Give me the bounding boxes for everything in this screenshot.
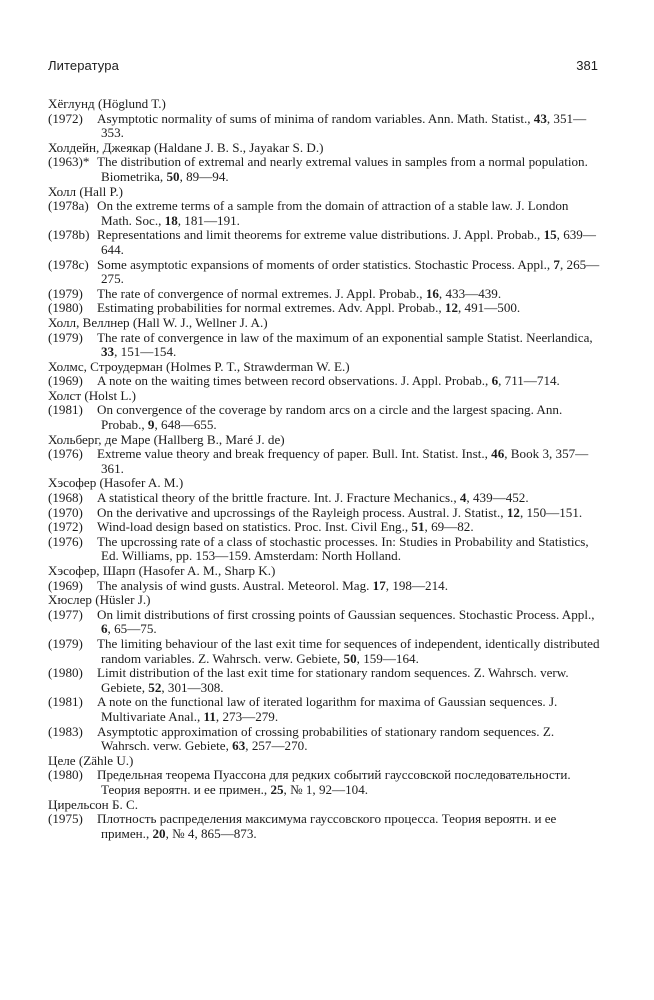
author-heading: Хэсофер (Hasofer A. M.) [48,475,184,491]
author-heading: Хольберг, де Маре (Hallberg B., Maré J. de) [48,431,285,447]
reference-entry [48,535,601,564]
reference-year: (1980) [48,300,83,316]
reference-entry [48,287,601,302]
reference-volume: 50 [166,168,180,184]
reference-pages: , Book 3, 357—361. [101,446,589,476]
reference-text: Asymptotic normality of sums of minima of random variables. Ann. Math. Statist., [97,110,534,126]
reference-volume: 9 [147,417,155,433]
reference-text: Limit distribution of the last exit time for stationary random sequences. Z. Wahrsch. verw. Gebiete, [97,665,569,695]
reference-year: (1968) [48,490,83,506]
reference-volume: 12 [444,300,458,316]
reference-volume: 16 [425,285,439,301]
page-number: 381 [576,58,598,73]
running-head: Литература [48,58,119,73]
reference-pages: , 301—308. [161,679,224,695]
reference-pages: , 273—279. [215,708,279,724]
reference-year: (1970) [48,504,83,520]
reference-year: (1972) [48,110,83,126]
reference-year: (1981) [48,694,83,710]
reference-text: The limiting behaviour of the last exit time for sequences of independent, identically distributed random variables. Z. Wahrsch. verw. Gebiete, [97,635,600,666]
reference-entry [48,608,601,637]
author-heading: Холмс, Строудерман (Holmes P. T., Strawderman W. E.) [48,358,350,374]
reference-text: Предельная теорема Пуассона для редких событий гауссовской последовательности. Теория вероятн. и ее примен., [97,767,571,797]
reference-text: On the extreme terms of a sample from the domain of attraction of a stable law. J. London Math. Soc., [97,198,569,228]
reference-entry [48,725,601,754]
reference-text: The distribution of extremal and nearly extremal values in samples from a normal population. Biometrika, [97,154,588,184]
reference-text: On convergence of the coverage by random arcs on a circle and the largest spacing. Ann. Probab., [97,402,563,433]
page-header [48,58,598,78]
reference-volume: 52 [148,679,162,695]
reference-year: (1980) [48,767,83,783]
reference-text: The upcrossing rate of a class of stochastic processes. In: Studies in Probability and Statistics, Ed. Williams, pp. 153—159. Amsterdam: North Holland. [97,533,589,564]
reference-pages: , 198—214. [385,577,448,593]
reference-text: Some asymptotic expansions of moments of order statistics. Stochastic Process. Appl., [97,256,554,272]
reference-pages: , 351—353. [101,110,587,141]
reference-volume: 18 [164,212,178,228]
reference-volume: 6 [101,621,108,637]
reference-pages: , № 4, 865—873. [165,825,257,841]
reference-pages: , 89—94. [179,168,229,184]
reference-volume: 51 [411,519,425,535]
reference-volume: 11 [203,708,216,724]
reference-volume: 43 [533,110,547,126]
reference-volume: 46 [491,446,505,462]
reference-pages: , 69—82. [424,519,474,535]
reference-year: (1978c) [48,256,89,272]
author-heading: Холл, Веллнер (Hall W. J., Wellner J. A.) [48,314,268,330]
reference-text: A statistical theory of the brittle fracture. Int. J. Fracture Mechanics., [97,490,460,506]
reference-pages: , 181—191. [177,212,240,228]
reference-entry [48,637,601,666]
reference-pages: , 491—500. [458,300,521,316]
reference-volume: 12 [506,504,520,520]
author-heading: Холст (Holst L.) [48,387,136,403]
author-heading: Холдейн, Джеякар (Haldane J. B. S., Jayakar S. D.) [48,139,324,155]
reference-pages: , 439—452. [466,490,529,506]
reference-year: (1978b) [48,227,90,243]
author-heading: Хэсофер, Шарп (Hasofer A. M., Sharp K.) [48,563,276,578]
reference-volume: 17 [372,577,386,593]
reference-pages: , 257—270. [245,738,308,754]
reference-pages: , 433—439. [438,285,502,301]
reference-entry [48,374,601,389]
reference-entry [48,447,601,476]
reference-entry [48,695,601,724]
reference-entry [48,155,601,184]
reference-year: (1969) [48,373,83,389]
author-heading: Хёглунд (Höglund T.) [48,96,166,111]
reference-text: Estimating probabilities for normal extremes. Adv. Appl. Probab., [97,300,445,316]
author-heading: Целе (Zähle U.) [48,752,134,768]
reference-pages: , 150—151. [519,504,583,520]
reference-list [48,97,601,841]
reference-year: (1972) [48,519,83,535]
reference-pages: , 65—75. [107,621,157,637]
reference-text: Плотность распределения максимума гауссовского процесса. Теория вероятн. и ее примен., [97,811,557,841]
reference-entry [48,112,601,141]
reference-entry [48,331,601,360]
reference-pages: , 151—154. [114,344,177,360]
reference-year: (1975) [48,811,83,827]
reference-text: Asymptotic approximation of crossing probabilities of stationary random sequences. Z. Wahrsch. verw. Gebiete, [97,723,555,754]
reference-year: (1981) [48,402,83,418]
reference-text: On the derivative and upcrossings of the Rayleigh process. Austral. J. Statist., [97,504,507,520]
reference-volume: 7 [553,256,560,272]
reference-volume: 63 [232,738,246,754]
reference-entry [48,491,601,506]
reference-volume: 15 [543,227,557,243]
reference-entry [48,301,601,316]
reference-pages: , 159—164. [356,650,419,666]
reference-year: (1969) [48,577,83,593]
reference-entry [48,258,601,287]
reference-volume: 20 [152,825,166,841]
reference-text: On limit distributions of first crossing points of Gaussian sequences. Stochastic Process. Appl., [97,606,595,622]
reference-pages: , 648—655. [154,417,217,433]
reference-text: The rate of convergence of normal extremes. J. Appl. Probab., [97,285,426,301]
reference-pages: , № 1, 92—104. [283,781,369,797]
reference-volume: 4 [459,490,467,506]
reference-volume: 33 [101,344,115,360]
reference-year: (1976) [48,446,83,462]
reference-volume: 50 [343,650,357,666]
reference-year: (1977) [48,606,83,622]
reference-volume: 6 [491,373,499,389]
reference-entry [48,199,601,228]
reference-entry [48,403,601,432]
reference-entry [48,520,601,535]
reference-entry [48,768,601,797]
reference-entry [48,506,601,521]
reference-year: (1983) [48,723,83,739]
reference-year: (1978a) [48,198,89,214]
author-heading: Цирельсон Б. С. [48,796,139,812]
reference-volume: 25 [270,781,284,797]
author-heading: Хюслер (Hüsler J.) [48,592,151,608]
reference-entry [48,228,601,257]
reference-year: (1963)* [48,154,90,170]
reference-text: Representations and limit theorems for extreme value distributions. J. Appl. Probab., [97,227,544,243]
reference-entry [48,812,601,841]
reference-pages: , 711—714. [498,373,560,389]
reference-year: (1979) [48,329,83,345]
reference-entry [48,666,601,695]
reference-pages: , 639—644. [101,227,596,257]
reference-text: Extreme value theory and break frequency of paper. Bull. Int. Statist. Inst., [97,446,492,462]
reference-text: A note on the waiting times between record observations. J. Appl. Probab., [97,373,492,389]
reference-year: (1976) [48,533,83,549]
author-heading: Холл (Hall P.) [48,183,123,199]
reference-entry [48,579,601,594]
reference-text: The rate of convergence in law of the maximum of an exponential sample Statist. Neerlandica, [97,329,593,345]
reference-year: (1979) [48,285,83,301]
reference-text: The analysis of wind gusts. Austral. Meteorol. Mag. [97,577,373,593]
reference-year: (1979) [48,635,83,651]
reference-pages: , 265—275. [101,256,600,287]
reference-year: (1980) [48,665,83,681]
reference-text: Wind-load design based on statistics. Proc. Inst. Civil Eng., [97,519,412,535]
reference-text: A note on the functional law of iterated logarithm for maxima of Gaussian sequences. J. Multivariate Anal., [97,694,558,724]
